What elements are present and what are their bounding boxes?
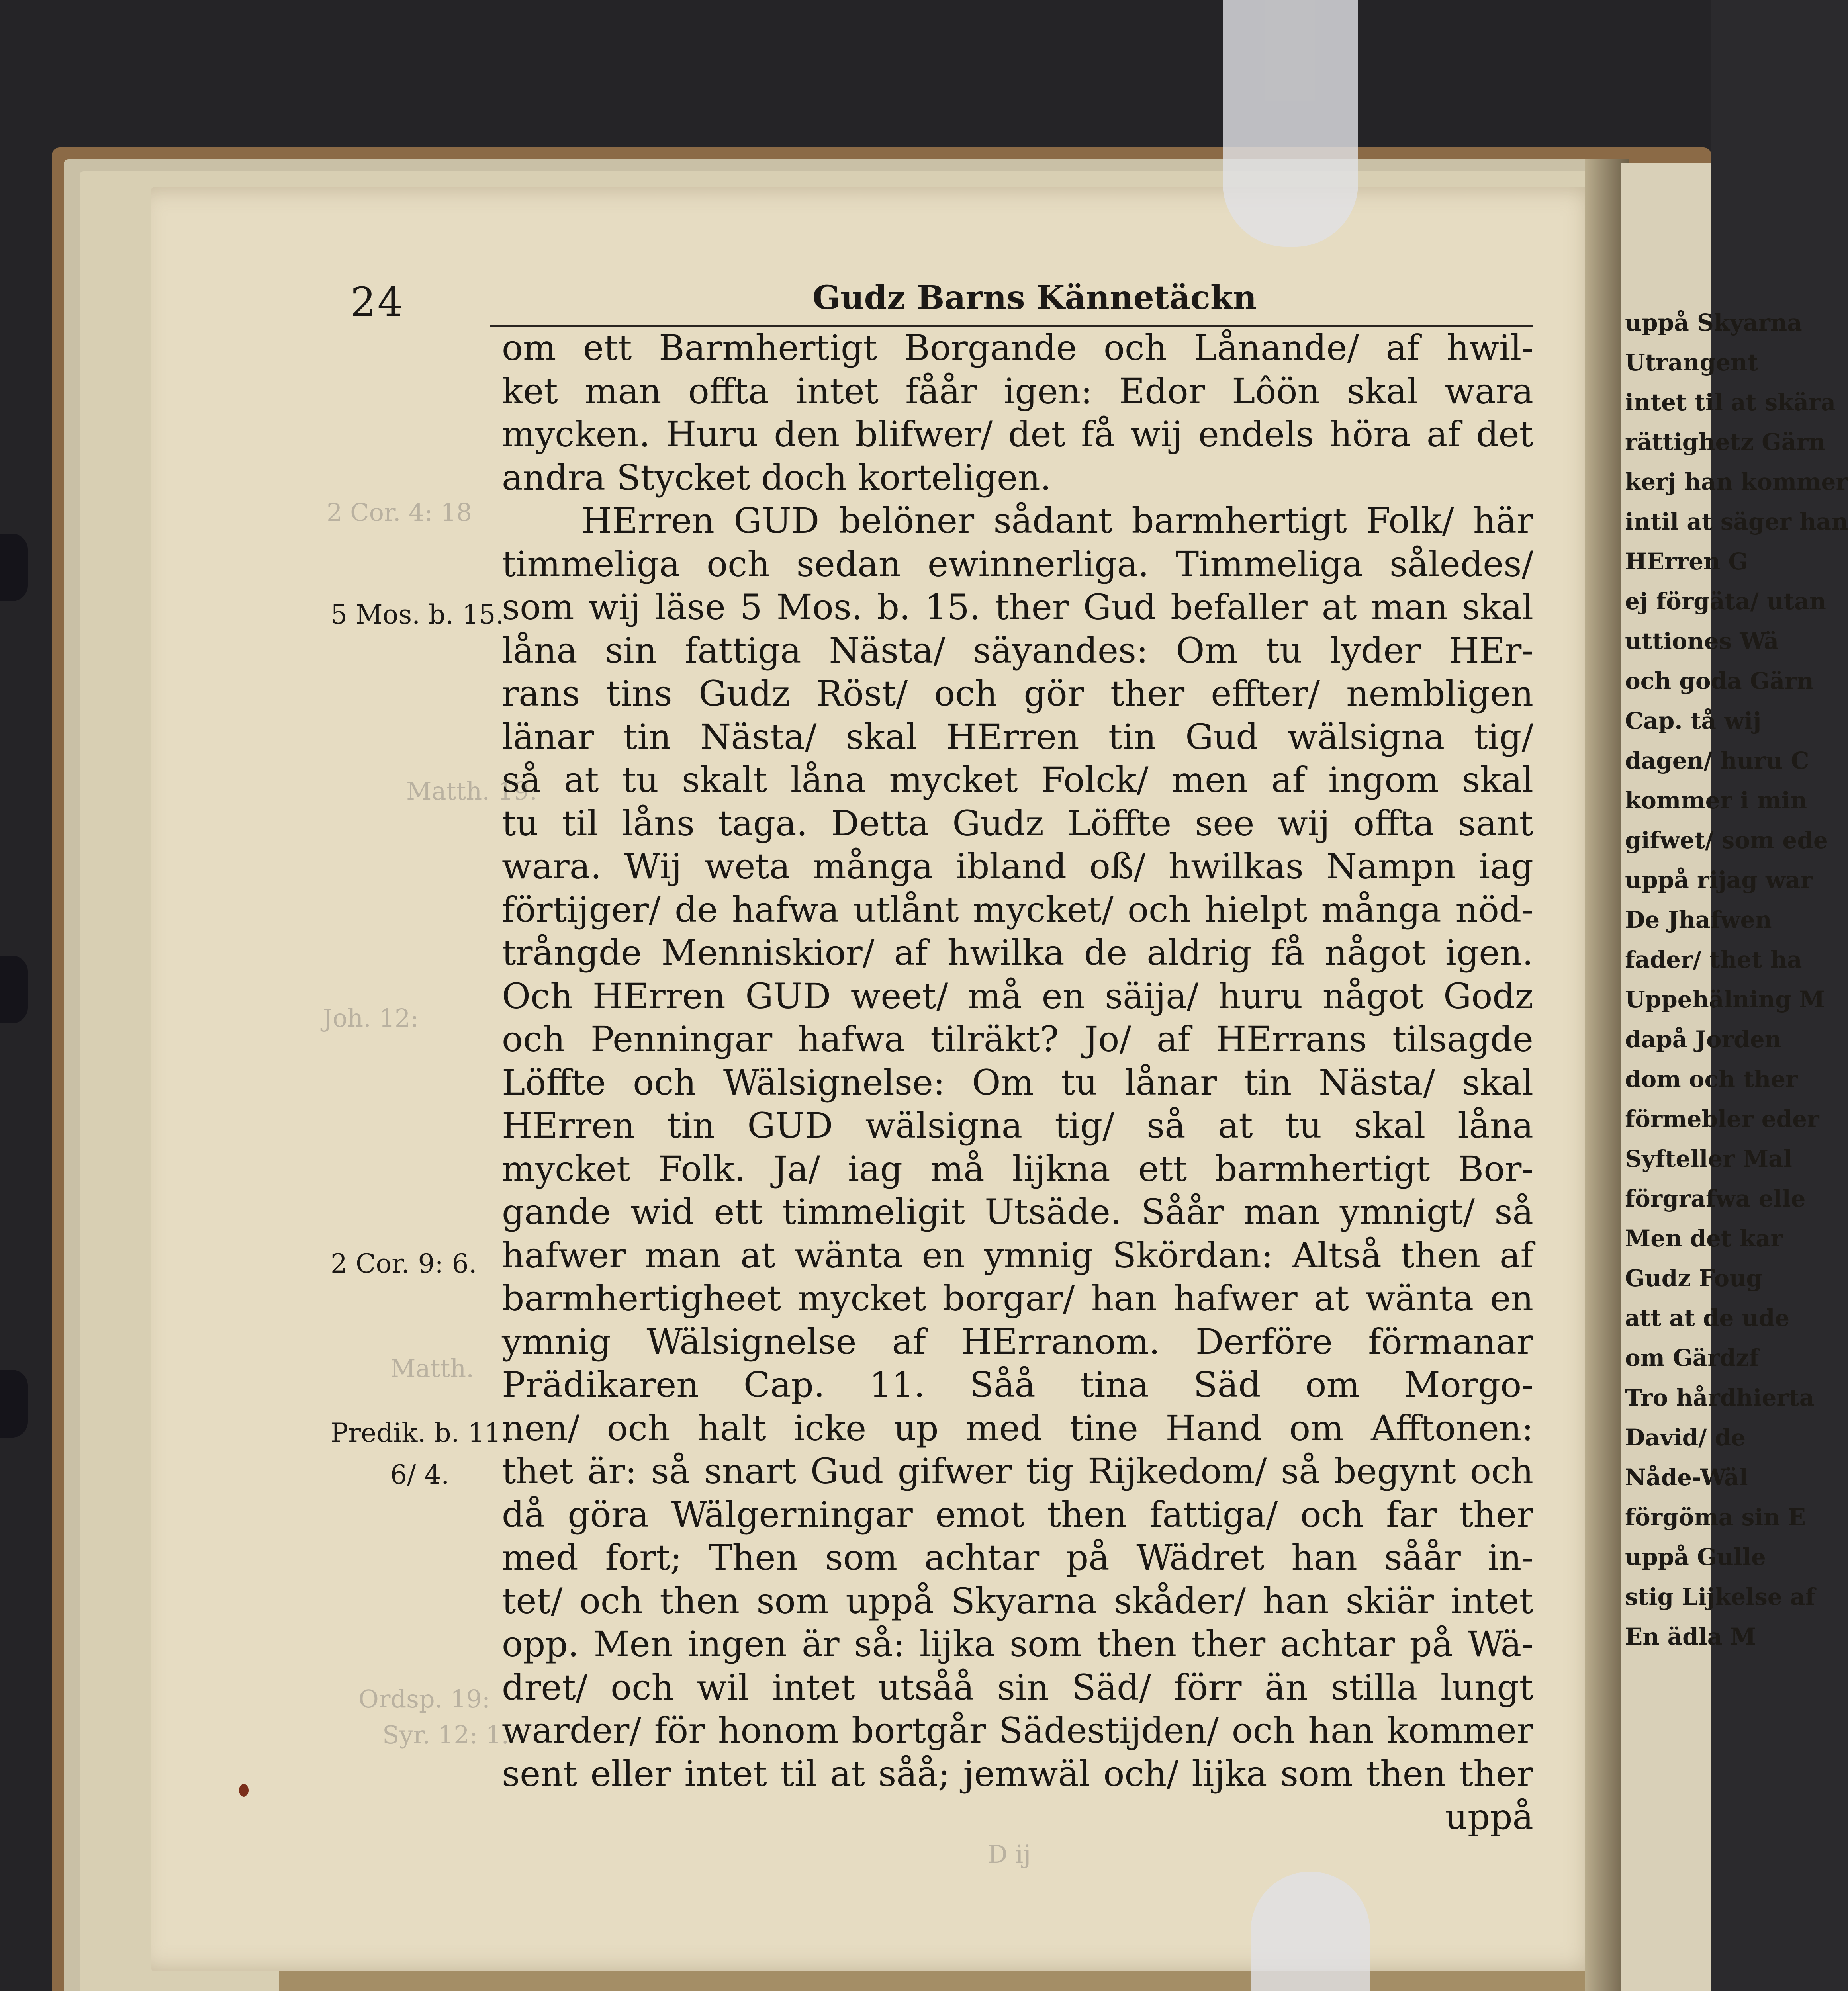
text-line: länar tin Nästa/ skal HErren tin Gud wälsigna tig/ [502, 716, 1533, 757]
margin-note: 5 Mos. b. 15. [331, 599, 504, 630]
facing-page-line: Utrangent [1625, 349, 1758, 376]
text-line: Prädikaren Cap. 11. Såå tina Säd om Morgo- [502, 1364, 1533, 1405]
margin-note: 2 Cor. 9: 6. [331, 1248, 477, 1279]
facing-page-line: Tro hårdhierta [1625, 1384, 1815, 1411]
facing-page-line: att at de ude [1625, 1305, 1790, 1332]
text-line: med fort; Then som achtar på Wädret han såår in- [502, 1537, 1533, 1578]
text-line: låna sin fattiga Nästa/ säyandes: Om tu lyder HEr- [502, 630, 1533, 671]
text-line: trångde Menniskior/ af hwilka de aldrig få något igen. [502, 932, 1533, 973]
facing-page-line: rättighetz Gärn [1625, 428, 1826, 456]
facing-page-line: Uppehälning M [1625, 986, 1825, 1013]
text-line: Och HErren GUD weet/ må en säija/ huru något Godz [502, 975, 1533, 1017]
facing-page-line: förgöma sin E [1625, 1504, 1806, 1531]
text-line: barmhertigheet mycket borgar/ han hafwer at wänta en [502, 1278, 1533, 1319]
text-line: rans tins Gudz Röst/ och gör ther effter/ nembligen [502, 673, 1533, 714]
facing-page-line: uttiones Wä [1625, 628, 1779, 655]
page-number: 24 [350, 279, 405, 325]
facing-page-line: gifwet/ som ede [1625, 827, 1828, 854]
text-line: om ett Barmhertigt Borgande och Lånande/ af hwil- [502, 327, 1533, 368]
running-head: Gudz Barns Kännetäckn [812, 279, 1257, 317]
text-line: ket man offta intet fåår igen: Edor Lôön skal wara [502, 370, 1533, 412]
book-clip-bottom [1251, 1872, 1370, 1991]
facing-page-line: Gudz Foug [1625, 1265, 1762, 1292]
text-line: thet är: så snart Gud gifwer tig Rijkedom/ så begynt och [502, 1451, 1533, 1492]
text-line: andra Stycket doch korteligen. [502, 457, 1051, 498]
facing-page-line: Cap. tå wij [1625, 707, 1762, 734]
text-line: och Penningar hafwa tilräkt? Jo/ af HErrans tilsagde [502, 1019, 1533, 1060]
facing-page-line: kerj han kommer [1625, 468, 1848, 495]
text-line: dret/ och wil intet utsåå sin Säd/ förr än stilla lungt [502, 1666, 1533, 1708]
text-line: tu til låns taga. Detta Gudz Löffte see wij offta sant [502, 802, 1533, 844]
facing-page-line: och goda Gärn [1625, 667, 1814, 694]
text-line: opp. Men ingen är så: lijka som then ther achtar på Wä- [502, 1623, 1533, 1664]
show-through-text: Joh. 12: [323, 1003, 419, 1033]
text-line: warder/ för honom bortgår Sädestijden/ och han kommer [502, 1710, 1533, 1751]
show-through-text: Ordsp. 19: [358, 1684, 490, 1713]
facing-page-line: De Jhafwen [1625, 906, 1772, 933]
text-line: Löffte och Wälsignelse: Om tu lånar tin Nästa/ skal [502, 1062, 1533, 1103]
facing-page-line: uppå Gulle [1625, 1543, 1766, 1571]
facing-page-line: David/ de [1625, 1424, 1746, 1451]
background-tab [0, 956, 28, 1023]
facing-page-text [1625, 303, 1848, 1657]
text-line: hafwer man at wänta en ymnig Skördan: Altså then af [502, 1234, 1533, 1276]
facing-page-line: om Gärdzf [1625, 1344, 1759, 1371]
ink-stain [239, 1784, 249, 1797]
facing-page-line: En ädla M [1625, 1623, 1756, 1650]
show-through-text: D ij [988, 1840, 1031, 1869]
text-line: så at tu skalt låna mycket Folck/ men af ingom skal [502, 759, 1533, 800]
text-line: sent eller intet til at såå; jemwäl och/ lijka som then ther [502, 1753, 1533, 1794]
facing-page-line: förgrafwa elle [1625, 1185, 1806, 1212]
facing-page-line: dagen/ huru C [1625, 747, 1809, 774]
text-line: mycken. Huru den blifwer/ det få wij endels höra af det [502, 414, 1533, 455]
show-through-text: Matth. 19: [406, 776, 538, 806]
show-through-text: 2 Cor. 4: 18 [327, 498, 472, 527]
margin-note: Predik. b. 11. [331, 1418, 510, 1448]
facing-page-line: kommer i min [1625, 787, 1807, 814]
facing-page-line: Men det kar [1625, 1225, 1783, 1252]
facing-page-line: fader/ thet ha [1625, 946, 1802, 973]
facing-page-line: stig Lijkelse af [1625, 1583, 1815, 1610]
text-line: HErren GUD belöner sådant barmhertigt Folk/ här [581, 500, 1533, 541]
margin-note: 6/ 4. [390, 1459, 450, 1490]
text-line: då göra Wälgerningar emot then fattiga/ och far ther [502, 1494, 1533, 1535]
facing-page-line: uppå rijag war [1625, 866, 1813, 894]
facing-page-line: förmebler eder [1625, 1105, 1819, 1132]
text-line: timmeliga och sedan ewinnerliga. Timmeliga således/ [502, 543, 1533, 585]
body-text [502, 327, 1533, 1839]
text-line: tet/ och then som uppå Skyarna skåder/ han skiär intet [502, 1580, 1533, 1621]
facing-page-line: Nåde-Wäl [1625, 1464, 1748, 1491]
catchword: uppå [1445, 1796, 1533, 1837]
facing-page-line: uppå Skyarna [1625, 309, 1802, 336]
text-line: ymnig Wälsignelse af HErranom. Derföre förmanar [502, 1321, 1533, 1362]
book-clip-top [1223, 0, 1358, 247]
background-tab [0, 1370, 28, 1438]
background-tab [0, 534, 28, 601]
facing-page-line: intil at säger han [1625, 508, 1848, 535]
text-line: wara. Wij weta många ibland oß/ hwilkas Nampn iag [502, 846, 1533, 887]
text-line: gande wid ett timmeligit Utsäde. Såår man ymnigt/ så [502, 1191, 1533, 1232]
facing-page-line: ej förgäta/ utan [1625, 588, 1826, 615]
facing-page-line: HErren G [1625, 548, 1748, 575]
text-line: som wij läse 5 Mos. b. 15. ther Gud befaller at man skal [502, 587, 1533, 628]
facing-page-line: intet til at skära [1625, 389, 1836, 416]
facing-page-line: dom och ther [1625, 1066, 1798, 1093]
text-line: HErren tin GUD wälsigna tig/ så at tu skal låna [502, 1105, 1533, 1146]
text-line: nen/ och halt icke up med tine Hand om Afftonen: [502, 1407, 1533, 1449]
text-line: förtijger/ de hafwa utlånt mycket/ och hielpt många nöd- [502, 889, 1533, 930]
facing-page-line: dapå Jorden [1625, 1026, 1781, 1053]
show-through-text: Matth. [390, 1354, 474, 1383]
show-through-text: Syr. 12: 1. [382, 1720, 509, 1749]
facing-page-line: Syfteller Mal [1625, 1145, 1792, 1172]
text-line: mycket Folk. Ja/ iag må lijkna ett barmhertigt Bor- [502, 1148, 1533, 1189]
